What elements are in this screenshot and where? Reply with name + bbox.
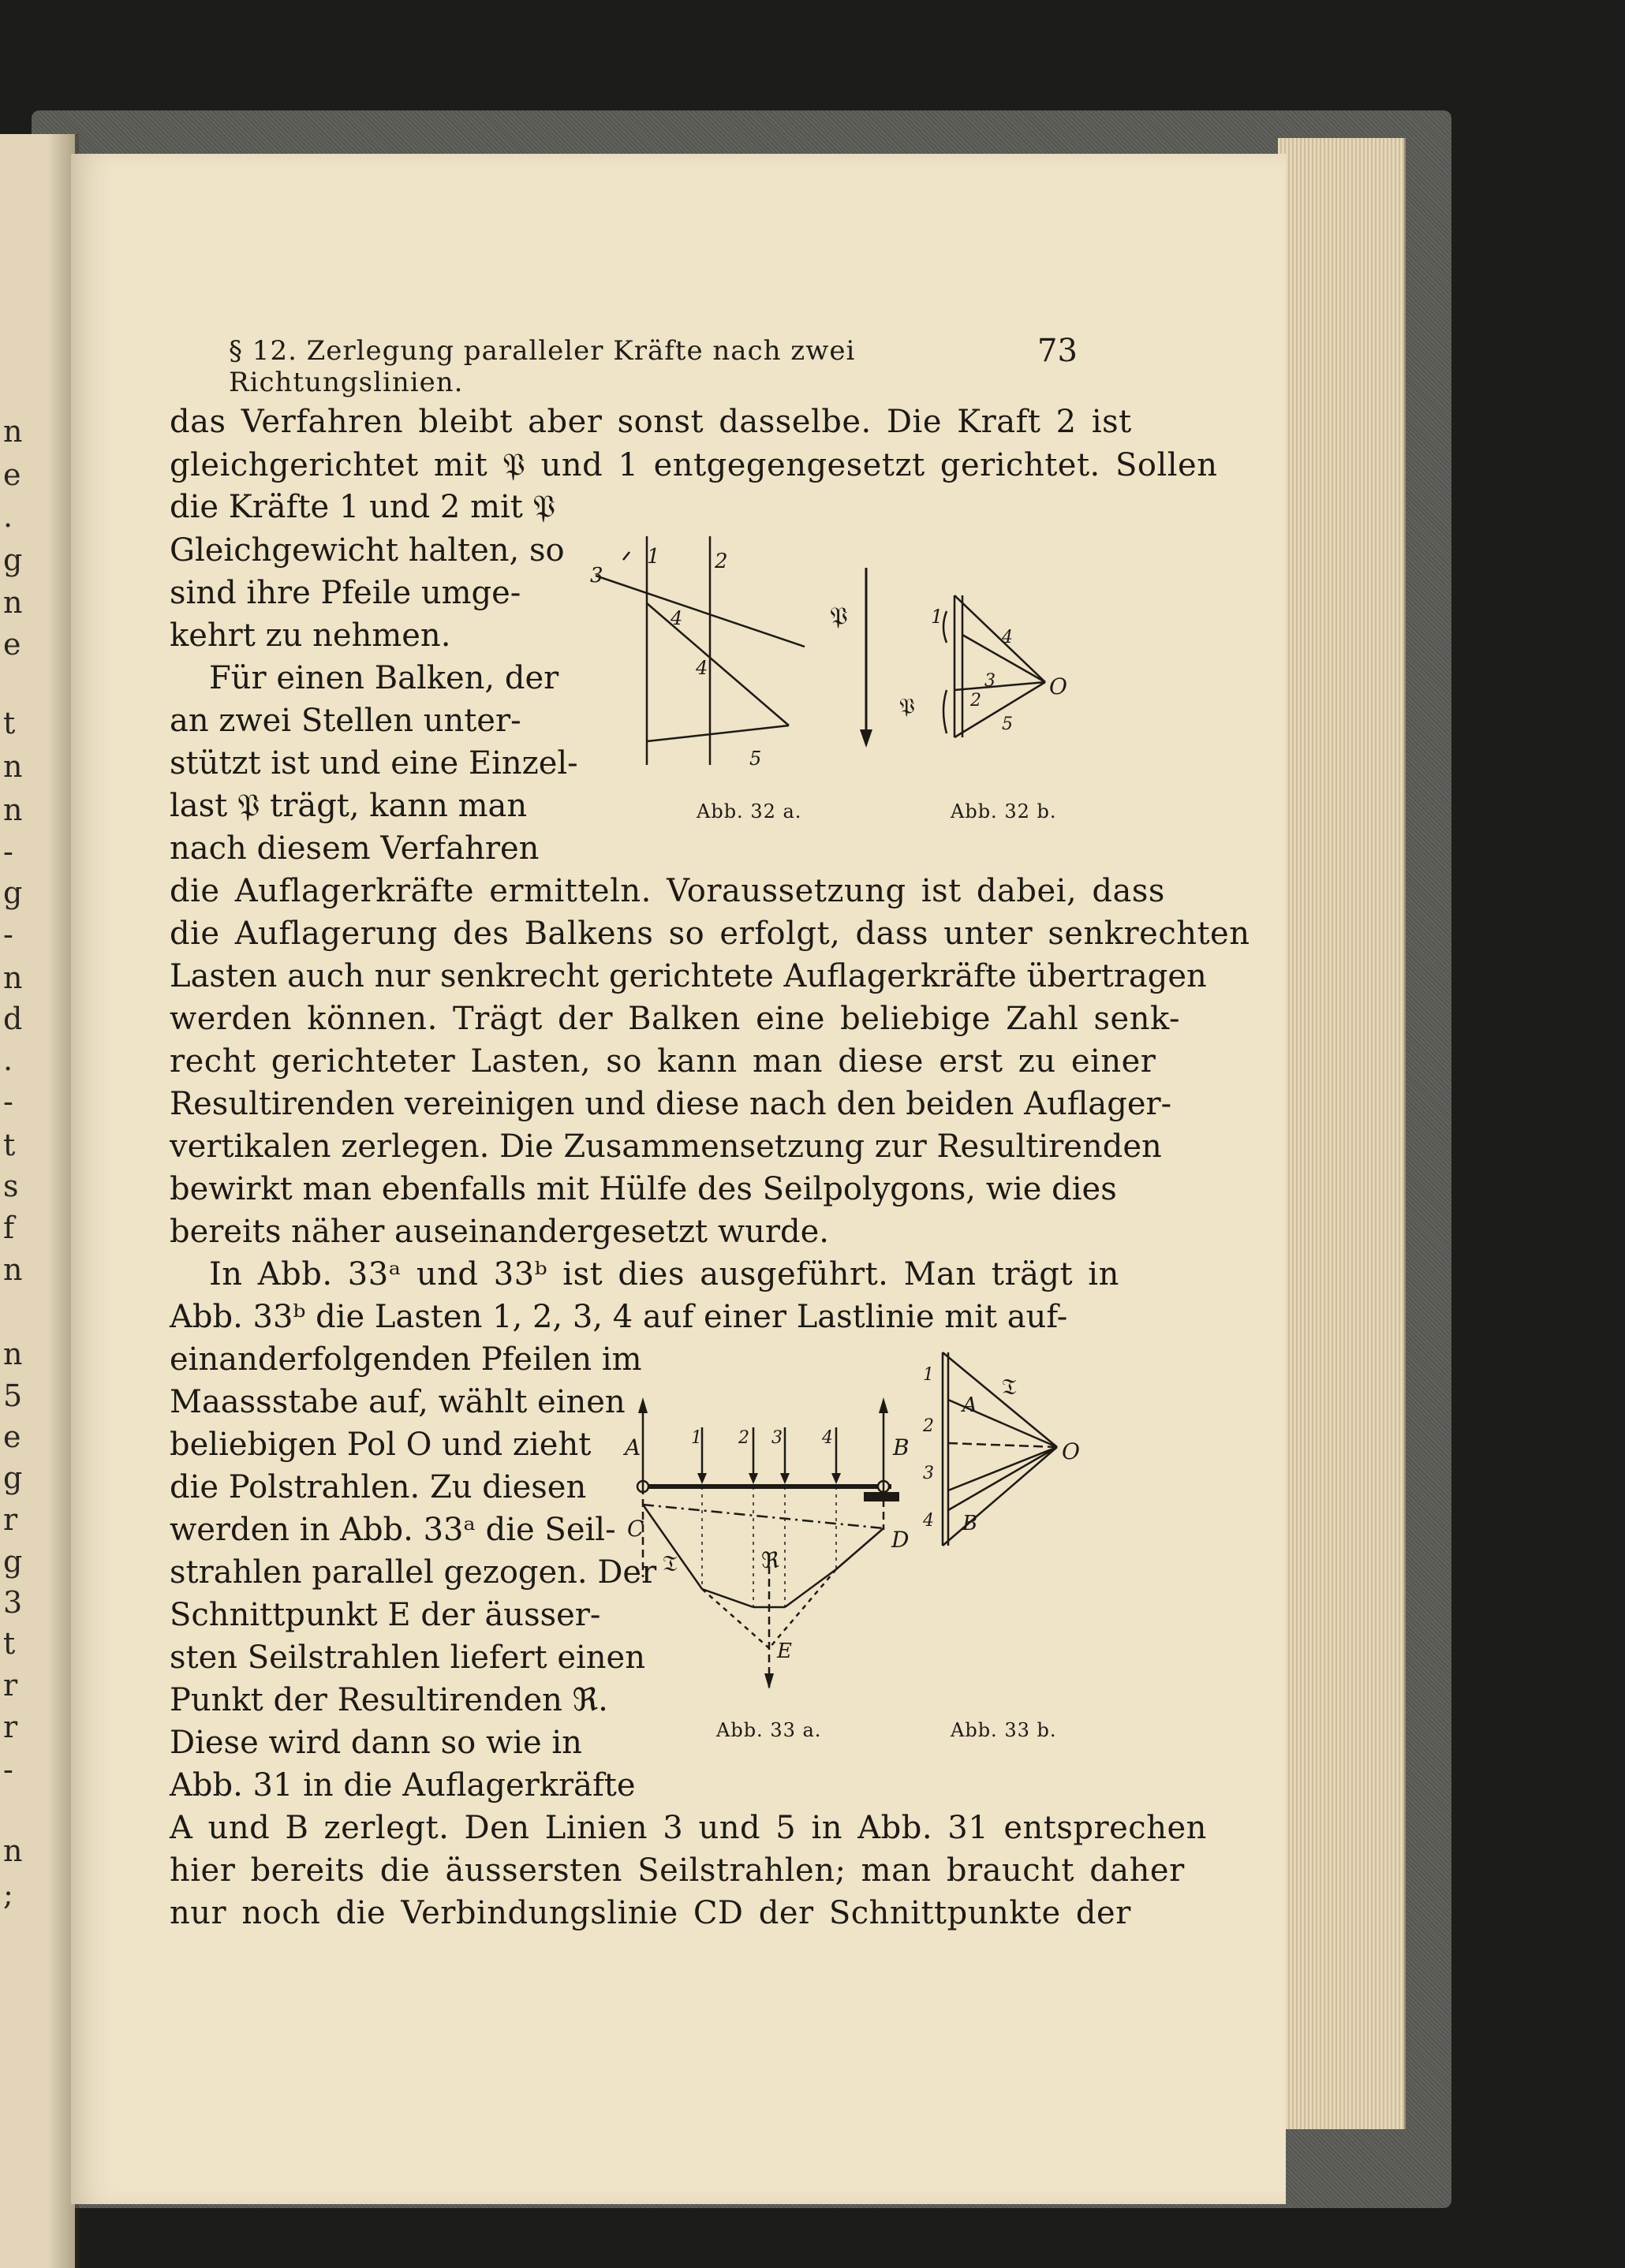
text-line: werden in Abb. 33ᵃ die Seil- [170,1512,616,1548]
fig32b-label-O: O [1049,673,1067,699]
margin-char: t [3,1128,16,1162]
fig33a-label-T: 𝔗 [663,1550,678,1576]
text-line: die Kräfte 1 und 2 mit 𝔓 [170,489,556,525]
figure-32b-caption: Abb. 32 b. [951,800,1057,823]
fig33a-label-R: ℜ [761,1547,779,1573]
margin-char: e [3,1419,21,1454]
fig32b-label-5: 5 [1002,714,1013,734]
fig32a-label-2: 2 [715,550,728,573]
margin-char: . [3,499,13,534]
margin-char: e [3,457,21,492]
text-line: last 𝔓 trägt, kann man [170,788,528,824]
margin-char: n [3,1252,23,1287]
margin-char: e [3,627,21,662]
fig33a-label-E: E [777,1639,792,1663]
fig32b-label-P: 𝔓 [899,693,915,719]
margin-char: - [3,917,13,952]
margin-char: n [3,749,23,784]
figure-32a [568,528,899,796]
text-line: vertikalen zerlegen. Die Zusammensetzung zur Resultirenden [170,1128,1162,1165]
text-line: werden können. Trägt der Balken eine beliebige Zahl senk- [170,1001,1181,1037]
margin-char: f [3,1210,15,1245]
text-line: sten Seilstrahlen liefert einen [170,1639,645,1676]
margin-char: n [3,585,23,620]
fig33b-label-3: 3 [923,1464,934,1483]
text-line: hier bereits die äussersten Seilstrahlen; man braucht daher [170,1852,1185,1889]
fig32a-label-5: 5 [749,748,762,770]
margin-char: t [3,706,16,740]
text-line: Für einen Balken, der [209,660,559,696]
margin-char: 3 [3,1585,23,1620]
text-line: stützt ist und eine Einzel- [170,745,578,781]
text-line: das Verfahren bleibt aber sonst dasselbe. Die Kraft 2 ist [170,404,1132,440]
margin-char: ; [3,1877,13,1912]
figure-33b-caption: Abb. 33 b. [951,1719,1057,1741]
text-line: die Auflagerkräfte ermitteln. Voraussetzung ist dabei, dass [170,873,1165,909]
text-line: kehrt zu nehmen. [170,617,451,654]
fig32b-label-4: 4 [1002,628,1013,647]
text-line: Resultirenden vereinigen und diese nach den beiden Auflager- [170,1086,1172,1122]
text-line: Abb. 33ᵇ die Lasten 1, 2, 3, 4 auf einer Lastlinie mit auf- [170,1299,1068,1335]
text-line: beliebigen Pol O und zieht [170,1427,592,1463]
text-line: In Abb. 33ᵃ und 33ᵇ ist dies ausgeführt. Man trägt in [209,1256,1119,1293]
margin-char: r [3,1502,18,1537]
text-line: Abb. 31 in die Auflagerkräfte [170,1767,636,1804]
text-line: Lasten auch nur senkrecht gerichtete Auflagerkräfte übertragen [170,958,1207,994]
fig32b-label-3: 3 [984,671,996,691]
margin-char: s [3,1169,19,1203]
margin-char: g [3,1460,23,1495]
fig33a-label-1: 1 [691,1428,702,1448]
figure-33a-caption: Abb. 33 a. [716,1719,822,1741]
running-head: § 12. Zerlegung paralleler Kräfte nach zwei Richtungslinien. [229,335,856,398]
fig33a-label-3: 3 [771,1428,783,1448]
page-number: 73 [1037,333,1078,369]
fig33b-label-2: 2 [923,1416,934,1436]
text-line: bewirkt man ebenfalls mit Hülfe des Seilpolygons, wie dies [170,1171,1117,1207]
fig33a-label-B: B [893,1434,910,1460]
fig32a-label-P: 𝔓 [830,601,848,631]
fig33b-label-O: O [1062,1438,1080,1464]
text-line: sind ihre Pfeile umge- [170,575,521,611]
fig32b-label-1: 1 [931,606,943,628]
margin-char: r [3,1668,18,1703]
fig33b-label-A: A [962,1393,977,1417]
margin-char: n [3,1337,23,1371]
figure-33a [615,1396,939,1727]
margin-char: r [3,1710,18,1744]
text-line: gleichgerichtet mit 𝔓 und 1 entgegengesetzt gerichtet. Sollen [170,447,1218,483]
text-line: recht gerichteter Lasten, so kann man diese erst zu einer [170,1043,1156,1080]
text-line: Punkt der Resultirenden ℜ. [170,1682,608,1718]
text-line: A und B zerlegt. Den Linien 3 und 5 in Abb. 31 entsprechen [170,1810,1207,1846]
text-line: Gleichgewicht halten, so [170,532,565,569]
fig32a-label-1: 1 [647,545,660,569]
fig32b-label-2: 2 [970,691,981,711]
text-line: bereits näher auseinandergesetzt wurde. [170,1214,829,1250]
margin-char: n [3,793,23,827]
fig33b-label-B: B [962,1512,978,1535]
text-line: an zwei Stellen unter- [170,703,521,739]
fig33a-label-A: A [625,1434,641,1460]
margin-char: t [3,1626,16,1661]
margin-char: . [3,1043,13,1077]
margin-char: - [3,1752,13,1787]
fig33b-label-T: 𝔗 [1002,1374,1017,1400]
fig32a-label-4a: 4 [671,607,683,629]
margin-char: g [3,875,23,910]
margin-char: n [3,961,23,995]
text-line: nur noch die Verbindungslinie CD der Schnittpunkte der [170,1895,1131,1931]
margin-char: 5 [3,1378,23,1413]
text-line: Maassstabe auf, wählt einen [170,1384,626,1420]
fig33b-label-1: 1 [923,1365,934,1385]
text-line: Schnittpunkt E der äusser- [170,1597,601,1633]
text-line: strahlen parallel gezogen. Der [170,1554,657,1591]
fig33a-label-C: C [627,1516,644,1542]
fig33a-label-D: D [891,1527,910,1553]
margin-char: g [3,1544,23,1579]
fig33b-label-4: 4 [923,1511,934,1531]
margin-char: d [3,1002,23,1036]
margin-char: g [3,543,23,577]
figure-32a-caption: Abb. 32 a. [697,800,802,823]
figure-32b [899,580,1081,769]
text-line: die Auflagerung des Balkens so erfolgt, dass unter senkrechten [170,916,1250,952]
text-line: die Polstrahlen. Zu diesen [170,1469,587,1505]
margin-char: - [3,834,13,869]
figure-33b [915,1341,1096,1561]
text-line: nach diesem Verfahren [170,830,540,867]
fig33a-label-2: 2 [738,1428,749,1448]
text-line: Diese wird dann so wie in [170,1725,582,1761]
fig33a-label-4: 4 [822,1428,833,1448]
left-page-margin-text [0,0,24,2268]
margin-char: n [3,1833,23,1868]
fig32a-label-3: 3 [590,564,603,588]
margin-char: - [3,1084,13,1119]
page-block-edge [1278,138,1406,2129]
margin-char: n [3,414,23,449]
text-line: einanderfolgenden Pfeilen im [170,1341,642,1378]
fig32a-label-4b: 4 [696,657,708,679]
